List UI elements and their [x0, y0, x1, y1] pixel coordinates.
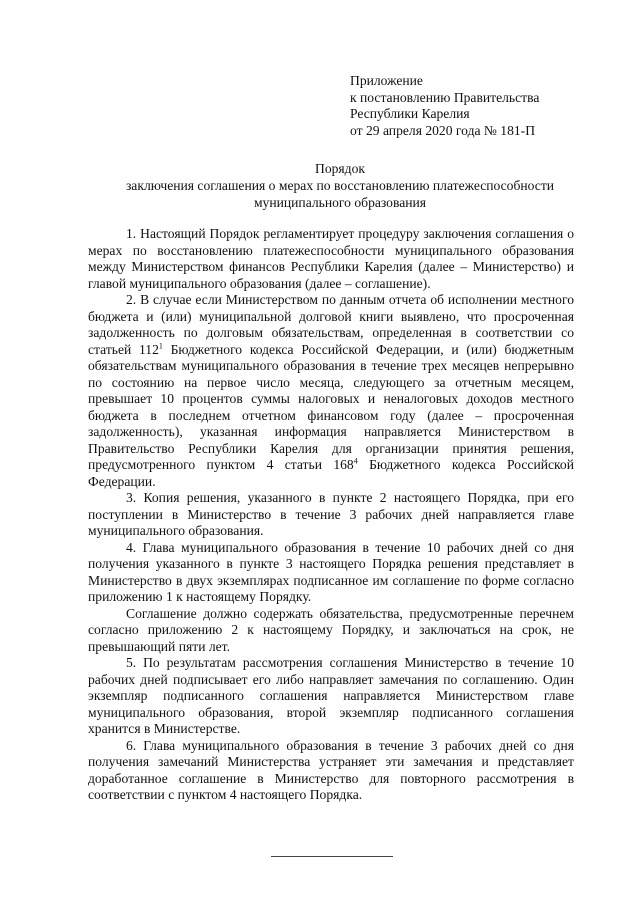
paragraph-4-continued: Соглашение должно содержать обязательства, предусмотренные перечнем согласно приложению 2 к настоящему Порядку, и заключаться на срок, не превышающий пяти лет. — [88, 605, 574, 654]
paragraph-2 — [88, 292, 574, 490]
appendix-header — [350, 73, 539, 139]
paragraph-3: 3. Копия решения, указанного в пункте 2 настоящего Порядка, при его поступлении в Министерство в течение 3 рабочих дней направляется главе муниципального образования. — [88, 490, 574, 538]
title-line-2: заключения соглашения о мерах по восстановлению платежеспособности — [125, 177, 555, 193]
document-title — [90, 161, 590, 211]
document-body — [88, 226, 574, 804]
article-superscript-1: 1 — [158, 340, 163, 350]
paragraph-2-part-c: Бюджетного кодекса Российской Федерации. — [88, 457, 575, 489]
paragraph-6: 6. Глава муниципального образования в течение 3 рабочих дней со дня получения замечаний Министерства устраняет эти замечания и представляет доработанное соглашение в Министерство для повторного рассмотрения в соответствии с пунктом 4 настоящего Порядка. — [88, 737, 574, 802]
paragraph-4: 4. Глава муниципального образования в течение 10 рабочих дней со дня получения указанного в пункте 3 настоящего Порядка решения представляет в Министерство в двух экземплярах подписанное им соглашение по форме согласно приложению 1 к настоящему Порядку. — [88, 539, 574, 604]
paragraph-2-part-a: 2. В случае если Министерством по данным отчета об исполнении местного бюджета и (или) муниципальной долговой книги выявлено, что просроченная задолженность по долговым обязательствам, определенная в соответствии со статьей 112 — [88, 292, 574, 357]
paragraph-5: 5. По результатам рассмотрения соглашения Министерство в течение 10 рабочих дней подписывает его либо направляет замечания по соглашению. Один экземпляр подписанного соглашения направляется Министерством главе муниципального образования, второй экземпляр подписанного соглашения хранится в Министерстве. — [88, 655, 574, 736]
appendix-line-4: от 29 апреля 2020 года № 181-П — [350, 122, 536, 138]
appendix-line-1: Приложение — [350, 73, 423, 88]
article-superscript-2: 4 — [353, 456, 358, 466]
paragraph-2-part-b: Бюджетного кодекса Российской Федерации, и (или) бюджетным обязательствам муниципального образования в течение трех месяцев непрерывно по состоянию на первое число месяца, следующего за отчетным месяцем, превышает 10 процентов суммы налоговых и неналоговых доходов местного бюджета в последнем отчетном финансовом году (далее – просроченная задолженность), указанная информация направляется Министерством в Правительство Республики Карелия для организации принятия решения, предусмотренного пунктом 4 статьи 168 — [88, 341, 574, 472]
appendix-line-2: к постановлению Правительства — [350, 89, 540, 105]
title-line-3: муниципального образования — [253, 194, 427, 210]
end-rule — [271, 856, 393, 857]
paragraph-1: 1. Настоящий Порядок регламентирует процедуру заключения соглашения о мерах по восстановлению платежеспособности муниципального образования между Министерством финансов Республики Карелия (далее – Министерство) и главой муниципального образования (далее – соглашение). — [88, 226, 574, 291]
appendix-line-3: Республики Карелия — [350, 106, 470, 121]
title-line-1: Порядок — [315, 161, 365, 176]
